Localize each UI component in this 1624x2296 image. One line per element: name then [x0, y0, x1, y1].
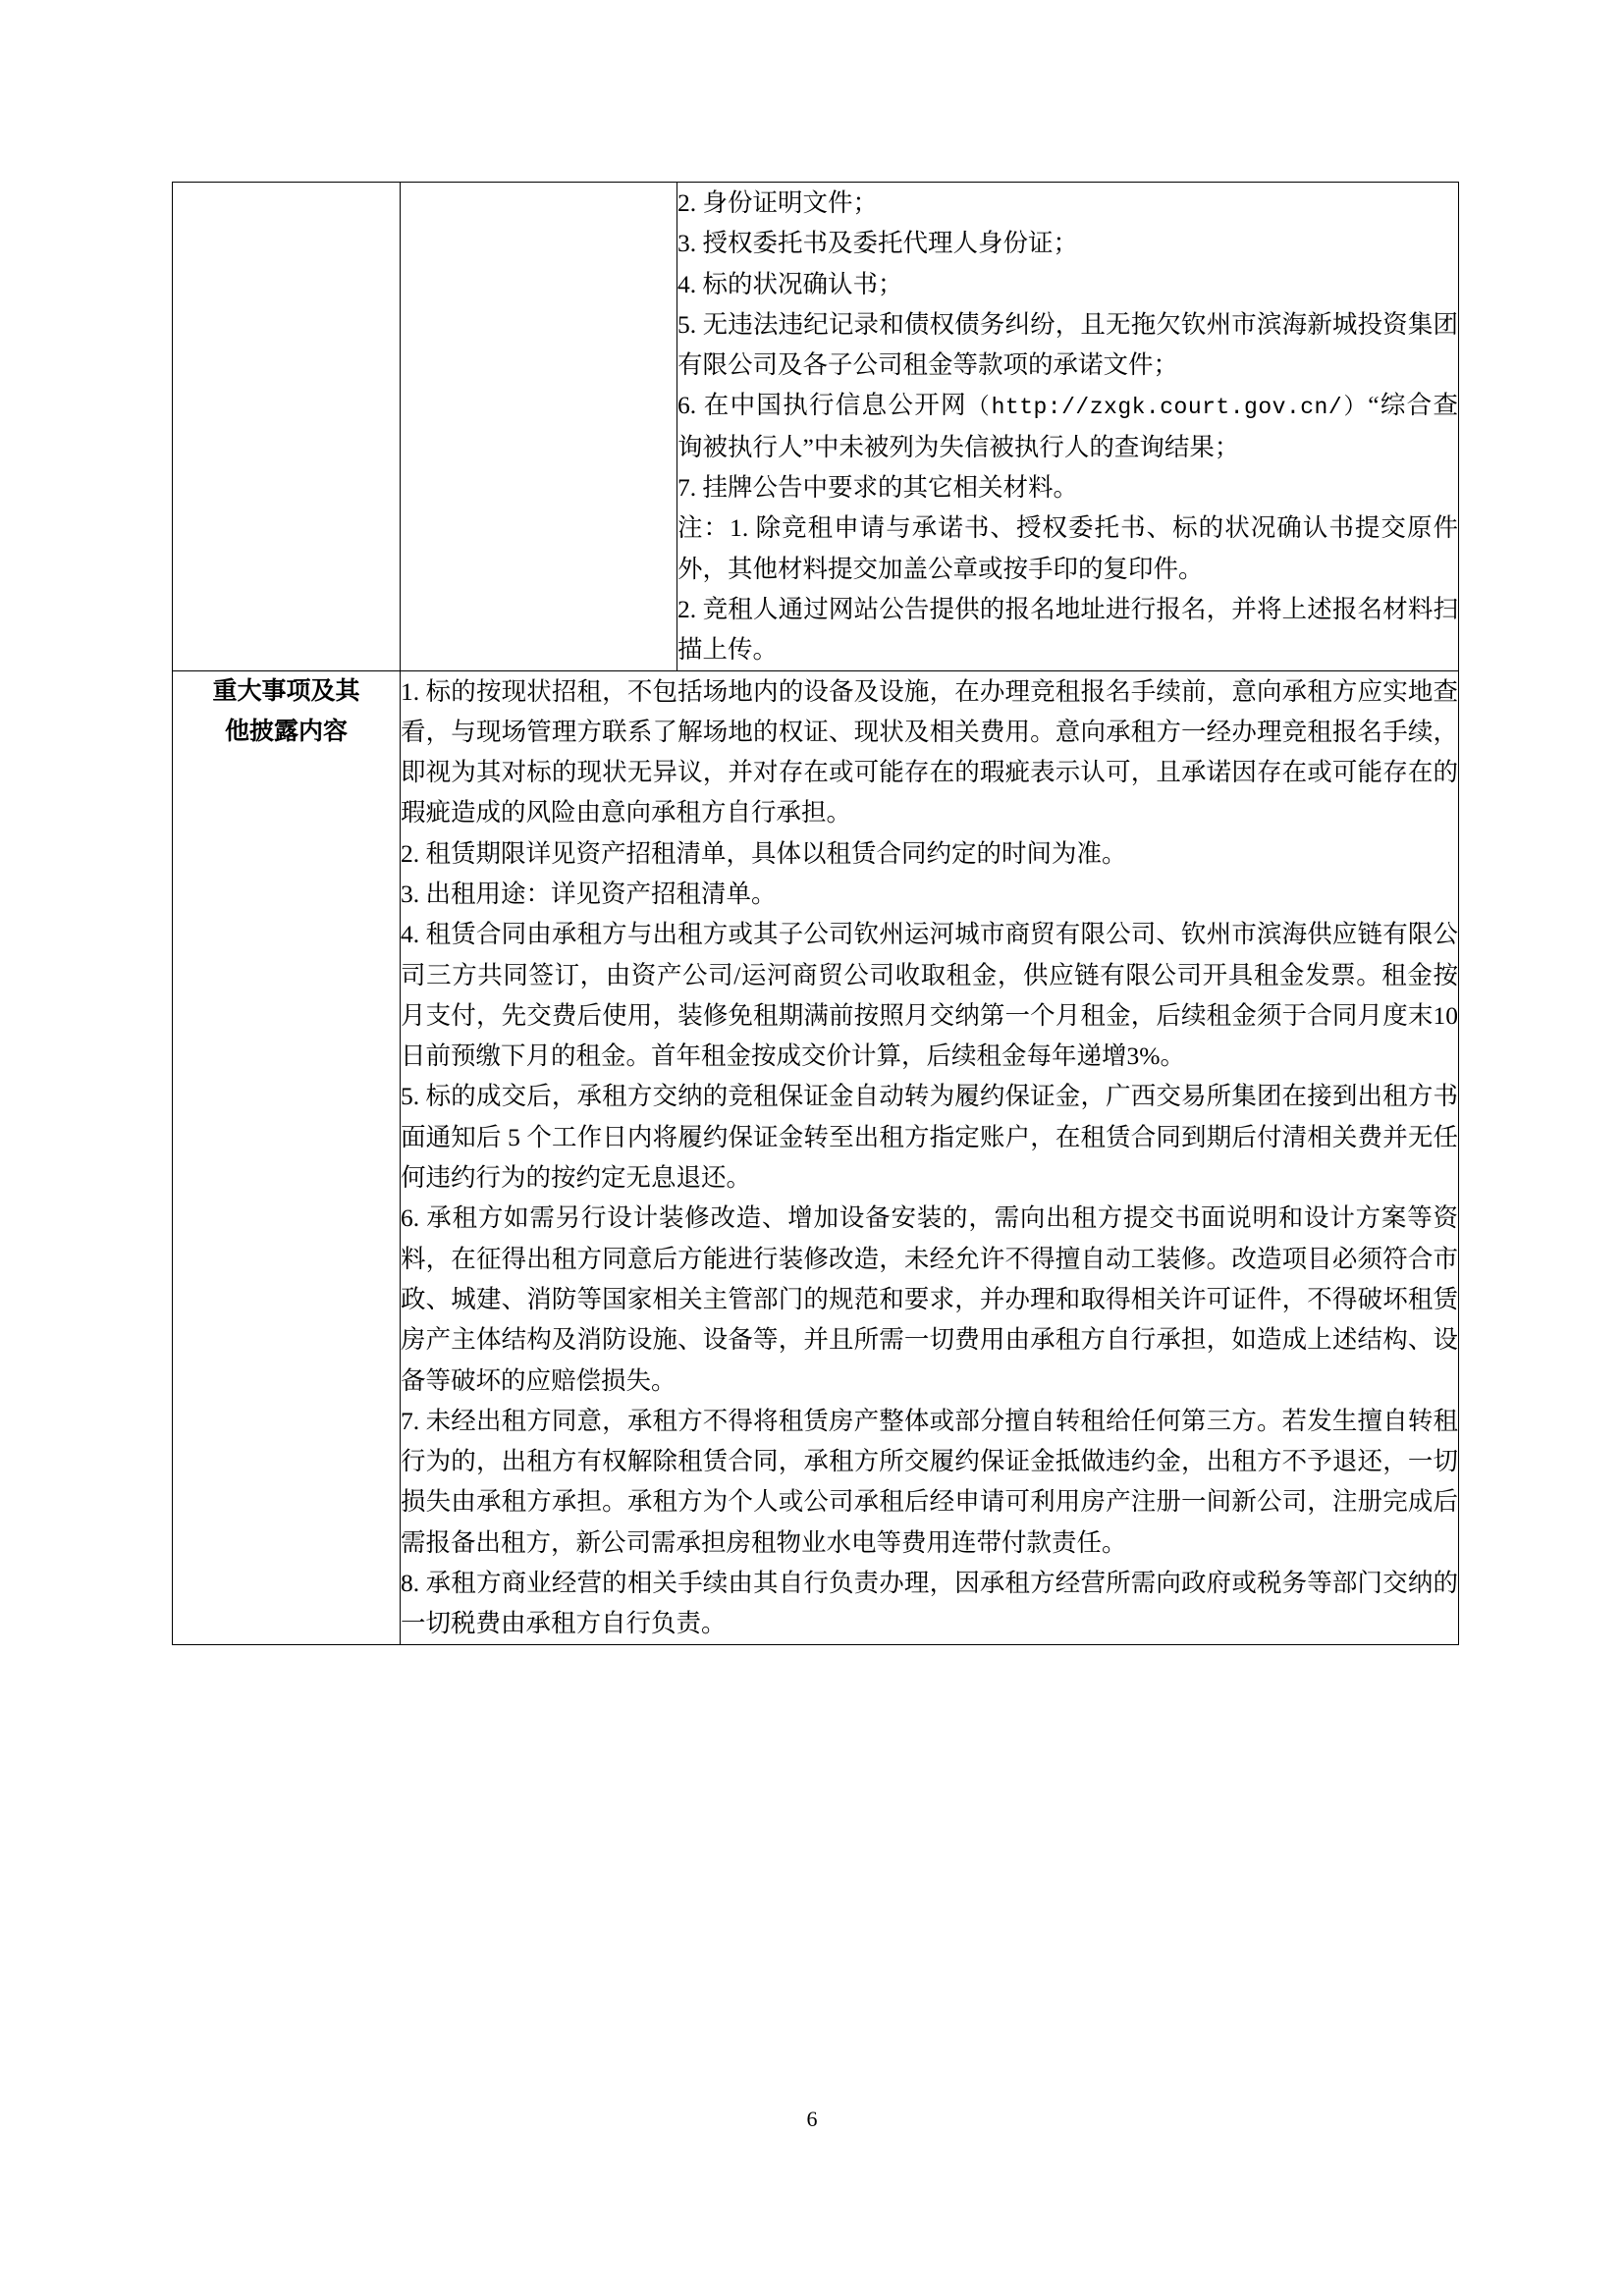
- matter-item-3: 3. 出租用途：详见资产招租清单。: [401, 880, 777, 908]
- material-item-7: 7. 挂牌公告中要求的其它相关材料。: [677, 473, 1079, 503]
- row-label-line-2: 他披露内容: [224, 717, 348, 745]
- page-number: 6: [806, 2107, 818, 2131]
- material-note-1: 注：1. 除竞租申请与承诺书、授权委托书、标的状况确认书提交原件外，其他材料提交加盖公章或按手印的复印件。: [677, 513, 1458, 583]
- row-body-major-matters: [401, 670, 1459, 1644]
- material-item-3: 3. 授权委托书及委托代理人身份证；: [677, 229, 1079, 258]
- matter-item-1: 1. 标的按现状招租，不包括场地内的设备及设施，在办理竞租报名手续前，意向承租方应实地查看，与现场管理方联系了解场地的权证、现状及相关费用。意向承租方一经办理竞租报名手续，即视为其对标的现状无异议，并对存在或可能存在的瑕疵表示认可，且承诺因存在或可能存在的瑕疵造成的风险由意向承租方自行承担。: [401, 676, 1458, 828]
- row-sublabel-empty-1: [401, 183, 677, 671]
- table-row: [173, 183, 1459, 671]
- row-label-line-1: 重大事项及其: [212, 676, 360, 705]
- matter-item-7: 7. 未经出租方同意，承租方不得将租赁房产整体或部分擅自转租给任何第三方。若发生擅自转租行为的，出租方有权解除租赁合同，承租方所交履约保证金抵做违约金，出租方不予退还，一切损失由承租方承担。承租方为个人或公司承租后经申请可利用房产注册一间新公司，注册完成后需报备出租方，新公司需承担房租物业水电等费用连带付款责任。: [401, 1406, 1458, 1557]
- material-item-4: 4. 标的状况确认书；: [677, 269, 903, 298]
- matter-item-2: 2. 租赁期限详见资产招租清单，具体以租赁合同约定的时间为准。: [401, 838, 1127, 868]
- material-item-6: 6. 在中国执行信息公开网（http://zxgk.court.gov.cn/）“综合查询被执行人”中未被列为失信被执行人的查询结果；: [677, 391, 1458, 461]
- row-label-major-matters: [173, 670, 401, 1644]
- disclosure-table: [172, 182, 1459, 1645]
- table-row: [173, 670, 1459, 1644]
- court-website-url: （http://zxgk.court.gov.cn/）: [966, 395, 1369, 421]
- matter-item-8: 8. 承租方商业经营的相关手续由其自行负责办理，因承租方经营所需向政府或税务等部门交纳的一切税费由承租方自行负责。: [401, 1569, 1458, 1638]
- matter-item-6: 6. 承租方如需另行设计装修改造、增加设备安装的，需向出租方提交书面说明和设计方案等资料，在征得出租方同意后方能进行装修改造，未经允许不得擅自动工装修。改造项目必须符合市政、城建、消防等国家相关主管部门的规范和要求，并办理和取得相关许可证件，不得破坏租赁房产主体结构及消防设施、设备等，并且所需一切费用由承租方自行承担，如造成上述结构、设备等破坏的应赔偿损失。: [401, 1203, 1458, 1395]
- row-body-materials: [677, 183, 1459, 671]
- material-item-2: 2. 身份证明文件；: [677, 188, 879, 217]
- material-note-2: 2. 竞租人通过网站公告提供的报名地址进行报名，并将上述报名材料扫描上传。: [677, 594, 1458, 665]
- matter-item-4: 4. 租赁合同由承租方与出租方或其子公司钦州运河城市商贸有限公司、钦州市滨海供应链有限公司三方共同签订，由资产公司/运河商贸公司收取租金，供应链有限公司开具租金发票。租金按月支付，先交费后使用，装修免租期满前按照月交纳第一个月租金，后续租金须于合同月度末10日前预缴下月的租金。首年租金按成交价计算，后续租金每年递增3%。: [401, 920, 1458, 1071]
- material-item-5: 5. 无违法违纪记录和债权债务纠纷，且无拖欠钦州市滨海新城投资集团有限公司及各子公司租金等款项的承诺文件；: [677, 309, 1458, 380]
- matter-item-5: 5. 标的成交后，承租方交纳的竞租保证金自动转为履约保证金，广西交易所集团在接到出租方书面通知后 5 个工作日内将履约保证金转至出租方指定账户，在租赁合同到期后付清相关费并无任何违约行为的按约定无息退还。: [401, 1082, 1458, 1193]
- row-label-empty-1: [173, 183, 401, 671]
